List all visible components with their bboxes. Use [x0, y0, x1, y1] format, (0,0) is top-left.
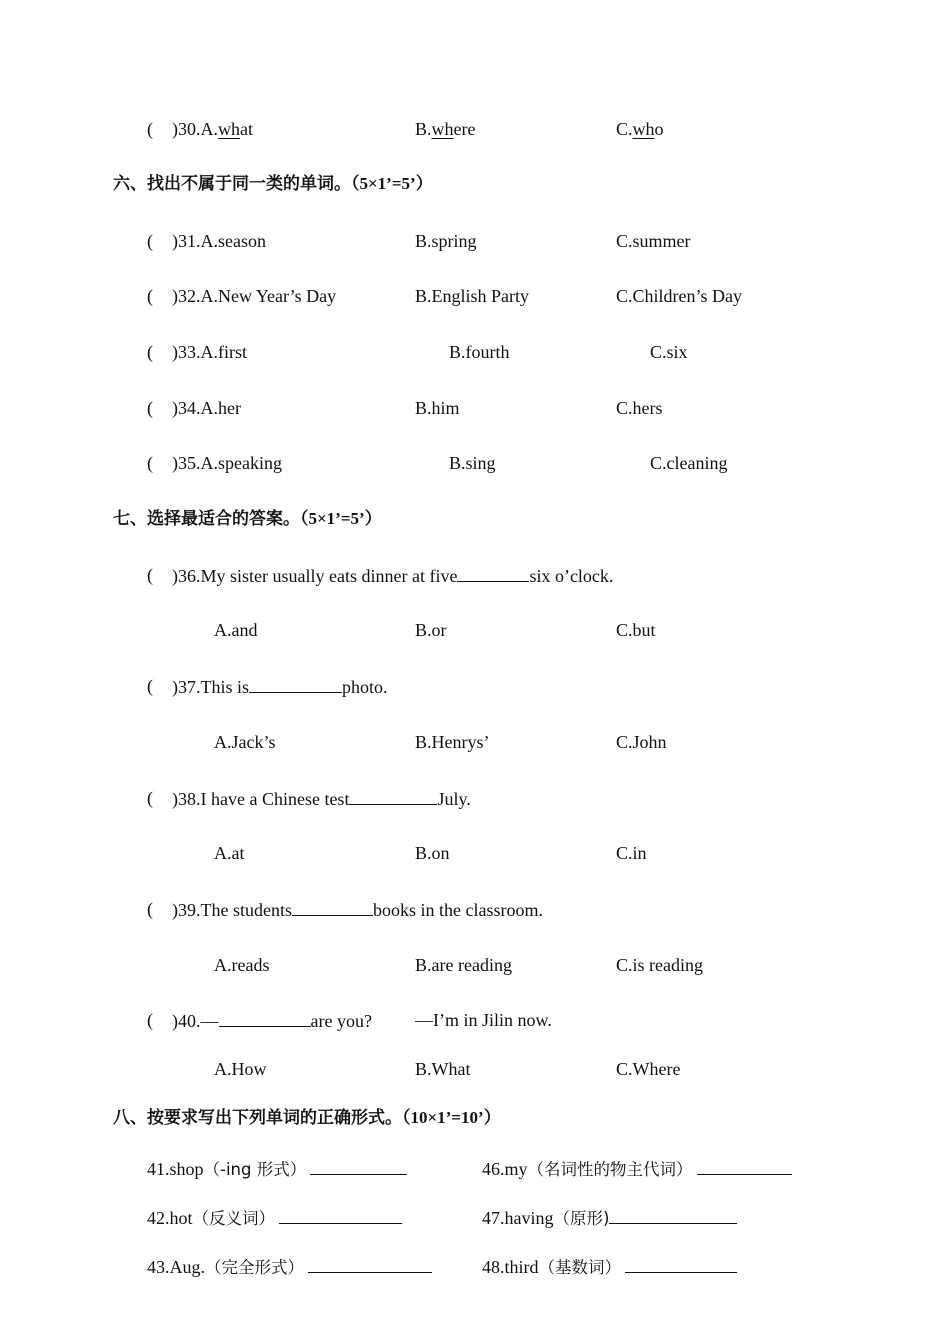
- answer-blank[interactable]: [609, 1206, 737, 1224]
- section-8-heading: 八、按要求写出下列单词的正确形式。（10×1’=10’）: [113, 1108, 501, 1128]
- answer-blank[interactable]: [308, 1255, 432, 1273]
- question-stem: )39.The students books in the classroom.: [172, 900, 543, 920]
- option-b: B.fourth: [449, 342, 510, 362]
- answer-paren: (: [147, 119, 153, 139]
- answer-paren: (: [147, 453, 153, 473]
- option-a: )35.A.speaking: [172, 453, 282, 473]
- answer-blank[interactable]: [249, 675, 342, 693]
- answer-blank[interactable]: [310, 1157, 407, 1175]
- option-c: C.summer: [616, 231, 691, 251]
- answer-blank[interactable]: [292, 898, 373, 916]
- section-6-heading: 六、找出不属于同一类的单词。（5×1’=5’）: [113, 174, 433, 194]
- option-a: A.How: [214, 1059, 267, 1079]
- answer-paren: (: [147, 565, 153, 585]
- question-stem: )40.— are you?: [172, 1011, 372, 1031]
- option-a: )34.A.her: [172, 398, 241, 418]
- option-b: B.spring: [415, 231, 477, 251]
- option-b: B.or: [415, 620, 447, 640]
- option-b: B.sing: [449, 453, 496, 473]
- answer-paren: (: [147, 788, 153, 808]
- option-c: C.Children’s Day: [616, 286, 742, 306]
- answer-blank[interactable]: [279, 1206, 402, 1224]
- option-a: )30.A.what: [172, 119, 253, 139]
- answer-blank[interactable]: [349, 787, 437, 805]
- option-c: C.but: [616, 620, 656, 640]
- question-stem: )36.My sister usually eats dinner at five six o’clock.: [172, 566, 614, 586]
- option-b: B.him: [415, 398, 460, 418]
- option-a: A.at: [214, 843, 245, 863]
- option-b: B.English Party: [415, 286, 530, 306]
- option-a: )33.A.first: [172, 342, 247, 362]
- question-47: 47.having（原形): [482, 1206, 737, 1230]
- option-b: B.Henrys’: [415, 732, 490, 752]
- option-a: )31.A.season: [172, 231, 266, 251]
- option-a: )32.A.New Year’s Day: [172, 286, 337, 306]
- option-c: C.six: [650, 342, 688, 362]
- option-a: A.Jack’s: [214, 732, 276, 752]
- answer-paren: (: [147, 1010, 153, 1030]
- answer-paren: (: [147, 342, 153, 362]
- option-b: B.on: [415, 843, 450, 863]
- option-c: C.cleaning: [650, 453, 728, 473]
- option-c: C.John: [616, 732, 667, 752]
- answer-paren: (: [147, 286, 153, 306]
- option-c: C.Where: [616, 1059, 681, 1079]
- question-46: 46.my（名词性的物主代词）: [482, 1157, 792, 1181]
- question-43: 43.Aug.（完全形式）: [147, 1255, 432, 1279]
- answer-blank[interactable]: [625, 1255, 737, 1273]
- answer-paren: (: [147, 676, 153, 696]
- question-42: 42.hot（反义词）: [147, 1206, 402, 1230]
- answer-blank[interactable]: [697, 1157, 792, 1175]
- answer-paren: (: [147, 231, 153, 251]
- option-b: B.where: [415, 119, 476, 139]
- question-48: 48.third（基数词）: [482, 1255, 737, 1279]
- answer-paren: (: [147, 899, 153, 919]
- dialogue-answer: —I’m in Jilin now.: [415, 1010, 552, 1030]
- answer-blank[interactable]: [457, 564, 529, 582]
- question-stem: )37.This is photo.: [172, 677, 388, 697]
- section-7-heading: 七、选择最适合的答案。（5×1’=5’）: [113, 509, 382, 529]
- question-41: 41.shop（-ing 形式）: [147, 1157, 407, 1181]
- option-a: A.reads: [214, 955, 270, 975]
- option-c: C.is reading: [616, 955, 703, 975]
- question-stem: )38.I have a Chinese test July.: [172, 789, 471, 809]
- option-b: B.What: [415, 1059, 471, 1079]
- answer-paren: (: [147, 398, 153, 418]
- option-b: B.are reading: [415, 955, 512, 975]
- option-c: C.hers: [616, 398, 663, 418]
- option-c: C.who: [616, 119, 664, 139]
- answer-blank[interactable]: [219, 1009, 311, 1027]
- option-a: A.and: [214, 620, 258, 640]
- option-c: C.in: [616, 843, 647, 863]
